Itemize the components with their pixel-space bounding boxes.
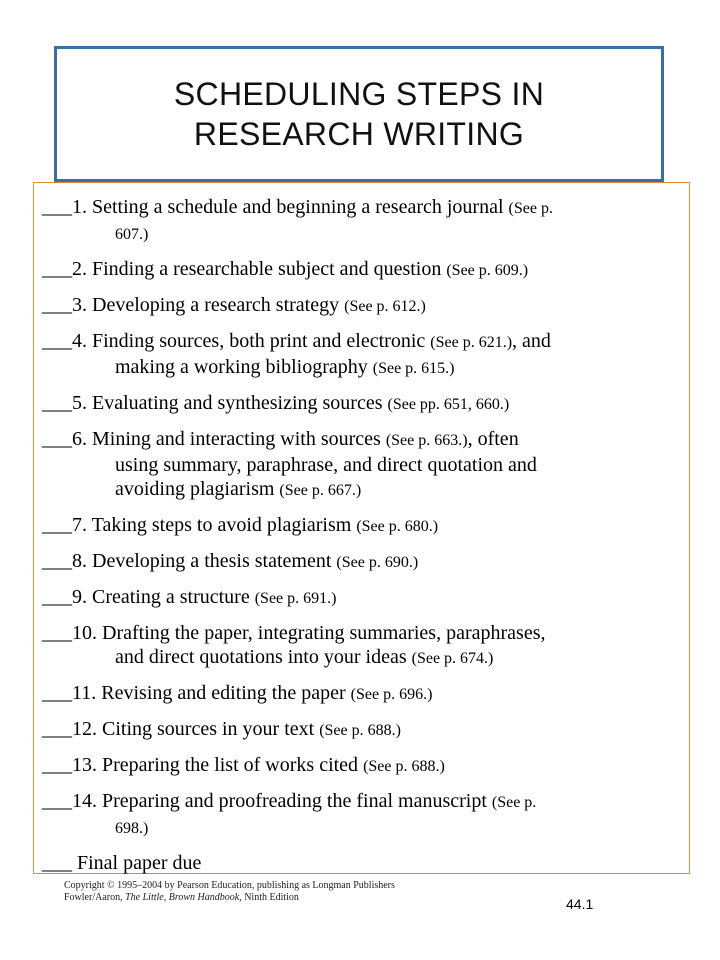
step-continuation [42, 815, 682, 841]
step-page-ref: (See p. [491, 794, 537, 811]
step-text: Setting a schedule and beginning a research journal [92, 196, 504, 218]
step-item [42, 513, 682, 539]
step-text: Developing a research strategy [92, 294, 340, 316]
step-blank: ___ [42, 754, 72, 776]
citation-author: Fowler/Aaron, [64, 892, 126, 903]
step-number: 13. [72, 754, 97, 776]
step-page-ref: (See p. 615.) [372, 360, 455, 377]
step-page-ref: (See p. 667.) [279, 482, 362, 499]
step-item [42, 427, 682, 503]
final-step-item [42, 851, 682, 875]
step-text-cont: avoiding plagiarism [115, 478, 275, 500]
step-continuation [42, 645, 682, 671]
step-item [42, 329, 682, 381]
step-page-ref: (See p. 612.) [344, 298, 426, 315]
step-blank: ___ [42, 586, 72, 608]
step-blank: ___ [42, 428, 72, 450]
step-number: 12. [72, 718, 97, 740]
step-item [42, 789, 682, 841]
step-text: Creating a structure [92, 586, 250, 608]
step-blank: ___ [42, 718, 72, 740]
step-page-ref: (See p. 690.) [336, 554, 419, 571]
step-continuation [42, 477, 682, 503]
step-item [42, 549, 682, 575]
copyright-footer [64, 880, 395, 904]
steps-box [33, 182, 690, 874]
steps-list [42, 195, 682, 875]
step-item [42, 621, 682, 671]
step-number: 2. [72, 258, 87, 280]
step-blank: ___ [42, 330, 72, 352]
step-item [42, 753, 682, 779]
step-page-ref: (See p. 621.) [430, 334, 513, 351]
step-item [42, 257, 682, 283]
step-blank: ___ [42, 392, 72, 414]
step-blank: ___ [42, 294, 72, 316]
step-text-cont: making a working bibliography [115, 356, 368, 378]
step-item [42, 717, 682, 743]
citation-line [64, 892, 395, 904]
title-box [54, 46, 664, 182]
step-page-ref: (See p. [508, 200, 553, 217]
step-text: Preparing and proofreading the final manuscript [102, 790, 487, 812]
step-text: Developing a thesis statement [92, 550, 332, 572]
step-number: 4. [72, 330, 87, 352]
final-step-text: Final paper due [77, 852, 202, 874]
step-blank: ___ [42, 790, 72, 812]
step-blank: ___ [42, 514, 72, 536]
step-number: 11. [72, 682, 97, 704]
step-blank: ___ [42, 682, 72, 704]
copyright-line: Copyright © 1995–2004 by Pearson Education, publishing as Longman Publishers [64, 880, 395, 891]
step-text: Mining and interacting with sources [92, 428, 381, 450]
step-text-after: , and [512, 330, 551, 352]
step-page-ref: (See p. 688.) [319, 722, 401, 739]
step-page-ref: (See pp. 651, 660.) [387, 396, 510, 413]
step-page-ref: (See p. 680.) [356, 518, 439, 535]
title-line-1: SCHEDULING STEPS IN [173, 76, 545, 112]
step-blank: ___ [42, 852, 72, 874]
step-continuation [42, 453, 682, 477]
page-number: 44.1 [566, 896, 594, 912]
step-page-ref: 698.) [115, 820, 149, 837]
step-continuation [42, 221, 682, 247]
step-number: 9. [72, 586, 87, 608]
step-number: 3. [72, 294, 87, 316]
step-text-cont: using summary, paraphrase, and direct quotation and [115, 454, 537, 476]
step-blank: ___ [42, 258, 72, 280]
step-text: Citing sources in your text [102, 718, 315, 740]
step-item [42, 195, 682, 247]
step-text: Finding sources, both print and electronic [92, 330, 426, 352]
step-number: 1. [72, 196, 87, 218]
citation-book: The Little, Brown Handbook, [125, 892, 242, 903]
step-page-ref: (See p. 609.) [446, 262, 529, 279]
step-page-ref: (See p. 688.) [363, 758, 445, 775]
step-item [42, 391, 682, 417]
step-item [42, 681, 682, 707]
step-page-ref: (See p. 696.) [350, 686, 433, 703]
citation-edition: Ninth Edition [241, 892, 299, 903]
step-item [42, 585, 682, 611]
step-text: Preparing the list of works cited [102, 754, 359, 776]
step-number: 7. [72, 514, 87, 536]
step-blank: ___ [42, 196, 72, 218]
step-text: Evaluating and synthesizing sources [92, 392, 383, 414]
step-text: Revising and editing the paper [101, 682, 346, 704]
step-text-cont: and direct quotations into your ideas [115, 646, 407, 668]
step-number: 6. [72, 428, 87, 450]
step-number: 14. [72, 790, 97, 812]
title-line-2: RESEARCH WRITING [193, 116, 525, 152]
step-number: 10. [72, 622, 97, 644]
step-blank: ___ [42, 550, 72, 572]
step-item [42, 293, 682, 319]
step-page-ref: (See p. 663.) [385, 432, 468, 449]
step-text: Finding a researchable subject and question [92, 258, 442, 280]
step-text-after: , often [467, 428, 519, 450]
step-page-ref: (See p. 674.) [411, 650, 494, 667]
step-continuation [42, 355, 682, 381]
step-page-ref: 607.) [115, 226, 149, 243]
step-number: 5. [72, 392, 87, 414]
step-text: Drafting the paper, integrating summaries, paraphrases, [102, 622, 546, 644]
step-number: 8. [72, 550, 87, 572]
step-text: Taking steps to avoid plagiarism [91, 514, 352, 536]
step-page-ref: (See p. 691.) [254, 590, 337, 607]
step-blank: ___ [42, 622, 72, 644]
